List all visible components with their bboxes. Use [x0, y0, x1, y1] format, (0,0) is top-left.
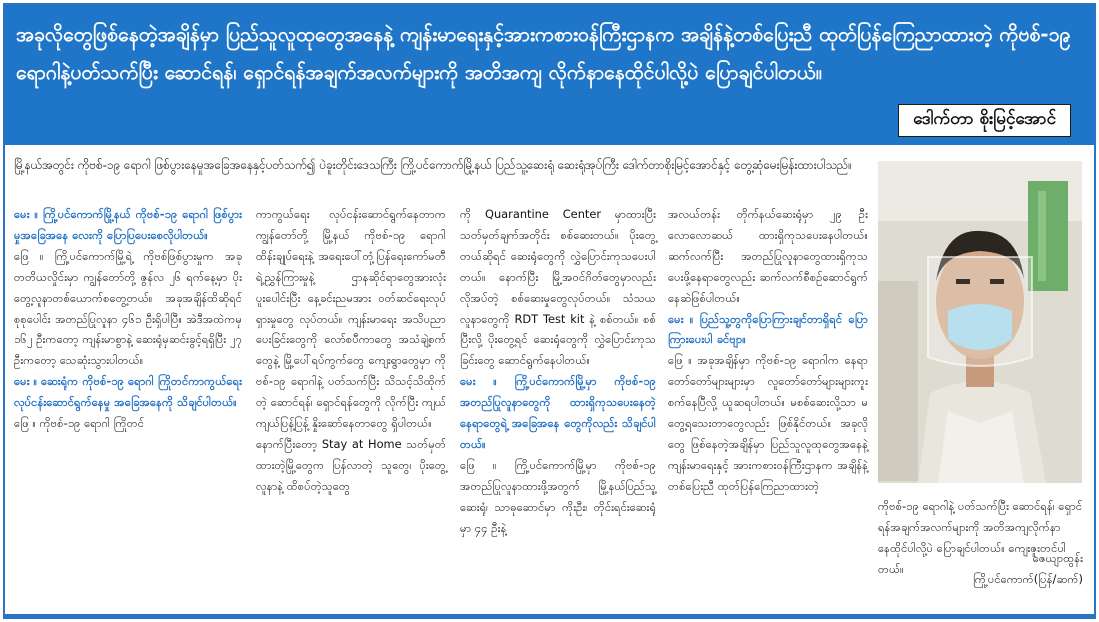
author-name: ဇေယျာထွန်း: [1032, 551, 1083, 565]
answer-3-start: ဖြေ ။ ကြို့ပင်ကောက်မြို့မှာ ကိုဗစ်-၁၉ အတည်ပြုလူနာထားဖို့အတွက် မြို့နယ်ပြည်သူ့ဆေးရုံ၊ သာဓုဆောင်မှာ ကိုးဦး၊ တိုင်းရင်းဆေးရုံမှာ ၄၄ ဦးနဲ့: [460, 457, 656, 535]
answer-2-start: ဖြေ ။ ကိုဗစ်-၁၉ ရောဂါ ကြိုတင်: [14, 416, 145, 431]
question-1: မေး ။ ကြို့ပင်ကောက်မြို့နယ် ကိုဗစ်-၁၉ ရောဂါ ဖြစ်ပွားမှုအခြေအနေ လေးကို ပြောပြပေးစေလိုပါတယ်။: [14, 207, 242, 242]
intro-paragraph: မြို့နယ်အတွင်း ကိုဗစ်-၁၉ ရောဂါ ဖြစ်ပွားနေမှုအခြေအနေနှင့်ပတ်သက်၍ ပဲခူးတိုင်းဒေသကြီး ကြို့ပင်ကောက်မြို့နယ် ပြည်သူ့ဆေးရုံ ဆေးရုံအုပ်ကြီး ဒေါက်တာစိုးမြင့်အောင်နှင့် တွေ့ဆုံမေးမြန်းထားပါသည်။: [14, 158, 852, 172]
question-4: မေး ။ ပြည်သူ့တွကိုပြောကြားချင်တာရှိရင် ပြောကြားပေးပါ ခင်ဗျာ။: [668, 311, 868, 347]
column-2: [256, 204, 446, 497]
answer-2-paragraph-2: နောက်ပြီးတော့ Stay at Home သတ်မှတ်ထားတဲ့မြို့တွေက ပြန်လာတဲ့ သူတွေ၊ ပိုးတွေ့လူနာနဲ့ ထိစပ်တဲ့သူတွေ: [256, 436, 446, 493]
author-credit: [878, 548, 1083, 590]
headline: အခုလိုတွေဖြစ်နေတဲ့အချိန်မှာ ပြည်သူလူထုတွေအနေနဲ့ ကျန်းမာရေးနှင့်အားကစားဝန်ကြီးဌာနက အချိန်နဲ့တစ်ပြေးညီ ထုတ်ပြန်ကြေညာထားတဲ့ ကိုဗစ်-၁၉ ရောဂါနဲ့ပတ်သက်ပြီး ဆောင်ရန်၊ ရှောင်ရန်အချက်အလက်များကို အတိအကျ လိုက်နာနေထိုင်ပါလို့ပဲ ပြောချင်ပါတယ်။: [16, 23, 1071, 84]
answer-4: ဖြေ ။ အခုအချိန်မှာ ကိုဗစ်-၁၉ ရောဂါက နေရာတော်တော်များများမှာ လူတော်တော်များများကူးစက်နေပြီလို့ ယူဆရပါတယ်။ မစစ်ဆေးလို့သာ မတွေ့ရသေးတာတွေလည်း ဖြစ်နိုင်တယ်။ အခုလိုတွေ ဖြစ်နေတဲ့အချိန်မှာ ပြည်သူလူထုတွေအနေနဲ့ ကျန်းမာရေးနှင့် အားကစားဝန်ကြီးဌာနက အချိန်နဲ့ တစ်ပြေးညီ ထုတ်ပြန်ကြေညာထားတဲ့: [668, 353, 868, 493]
doctor-portrait-photo: [878, 161, 1082, 483]
answer-2-end: ကို Quarantine Center မှာထားပြီး သတ်မှတ်ချက်အတိုင်း စစ်ဆေးတယ်။ ပိုးတွေ့တယ်ဆိုရင် ဆေးရုံတွေကို လွှဲပြောင်းကုသပေးပါတယ်။ နောက်ပြီး မြို့အဝင်ဂိတ်တွေမှာလည်း လိုအပ်တဲ့ စစ်ဆေးမှုတွေလုပ်တယ်။ သံသယလူနာတွေကို RDT Test kit နဲ့ စစ်တယ်။ စစ်ပြီးလို့ ပိုးတွေ့ရင် ဆေးရုံတွေကို လွှဲပြောင်းကုသခြင်းတွေ ဆောင်ရွက်နေပါတယ်။: [460, 207, 656, 368]
byline: ဒေါက်တာ စိုးမြင့်အောင်: [898, 104, 1071, 137]
portrait-illustration: [878, 161, 1082, 483]
answer-3-end: အလယ်တန်း တိုက်နယ်ဆေးရုံမှာ ၂၉ ဦး လောလောဆယ် ထားရှိကုသပေးနေပါတယ်။ ဆက်လက်ပြီး အတည်ပြုလူနာတွေထားရှိကုသပေးဖို့နေရာတွေလည်း ဆက်လက်စီစဉ်ဆောင်ရွက်နေဆဲဖြစ်ပါတယ်။: [668, 207, 868, 305]
column-4: [668, 204, 868, 497]
question-3: မေး ။ ကြို့ပင်ကောက်မြို့မှာ ကိုဗစ်-၁၉ အတည်ပြုလူနာတွေကို ထားရှိကုသပေးနေတဲ့ နေရာတွေရဲ့ အခြေအနေ တွေကိုလည်း သိချင်ပါတယ်။: [460, 374, 656, 451]
answer-1: ဖြေ ။ ကြို့ပင်ကောက်မြို့ရဲ့ ကိုဗစ်ဖြစ်ပွားမှုက အခုတတိယလှိုင်းမှာ ကျွန်တော်တို့ ဇွန်လ ၂၆ ရက်နေ့မှာ ပိုးတွေ့လူနာတစ်ယောက်စတွေ့တယ်။ အခုအချိန်ထိဆိုရင် စုစုပေါင်း အတည်ပြုလူနာ ၄၆၁ ဦးရှိပါပြီ။ အဲဒီအထဲကမှ ၁၆၂ ဦးကတော့ ကျန်းမာစွာနဲ့ ဆေးရုံမှဆင်းခွင့်ရရှိပြီး ၂၇ ဦးကတော့ သေဆုံးသွားပါတယ်။: [14, 248, 242, 368]
column-3: [460, 204, 656, 539]
author-location: ကြို့ပင်ကောက်(ပြန်/ဆက်): [973, 571, 1083, 586]
photo-caption: ကိုဗစ်-၁၉ ရောဂါနဲ့ ပတ်သက်ပြီး ဆောင်ရန်၊ ရှောင်ရန်အချက်အလက်များကို အတိအကျလိုက်နာနေထိုင်ပါလို့ပဲ ပြောချင်ပါတယ်။ ကျေးဇူးတင်ပါတယ်။: [878, 499, 1083, 576]
bottom-border: [3, 614, 1096, 619]
column-1: [14, 204, 242, 434]
question-2: မေး ။ ဆေးရုံက ကိုဗစ်-၁၉ ရောဂါ ကြိုတင်ကာကွယ်ရေး လုပ်ငန်းဆောင်ရွက်နေမှု အခြေအနေကို သိချင်ပါတယ်။: [14, 374, 242, 410]
answer-2-cont: ကာကွယ်ရေး လုပ်ငန်းဆောင်ရွက်နေတာက ကျွန်တော်တို့ မြို့နယ် ကိုဗစ်-၁၉ ရောဂါထိန်းချုပ်ရေးနဲ့ အရေးပေါ်တုံ့ပြန်ရေးကော်မတီရဲ့ညွှန်ကြားမှုနဲ့ ဌာနဆိုင်ရာတွေအားလုံး ပူးပေါင်းပြီး နေ့ခင်းညမအား ဝတ်ဆင်ရေးလုပ်ရှားမှုတွေ လုပ်တယ်။ ကျန်းမာရေး အသိပညာ ပေးခြင်းတွေကို လော်စပီကာတွေ အသံချဲ့စက်တွေနဲ့ မြို့ပေါ်ရပ်ကွက်တွေ ကျေးရွာတွေမှာ ကိုဗစ်-၁၉ ရောဂါနဲ့ ပတ်သက်ပြီး သိသင့်သိထိုက်တဲ့ ဆောင်ရန်၊ ရှောင်ရန်တွေကို လိုက်ပြီး ကျယ်ကျယ်ပြန့်ပြန့် နှိုးဆော်နေတာတွေ ရှိပါတယ်။: [256, 207, 446, 431]
